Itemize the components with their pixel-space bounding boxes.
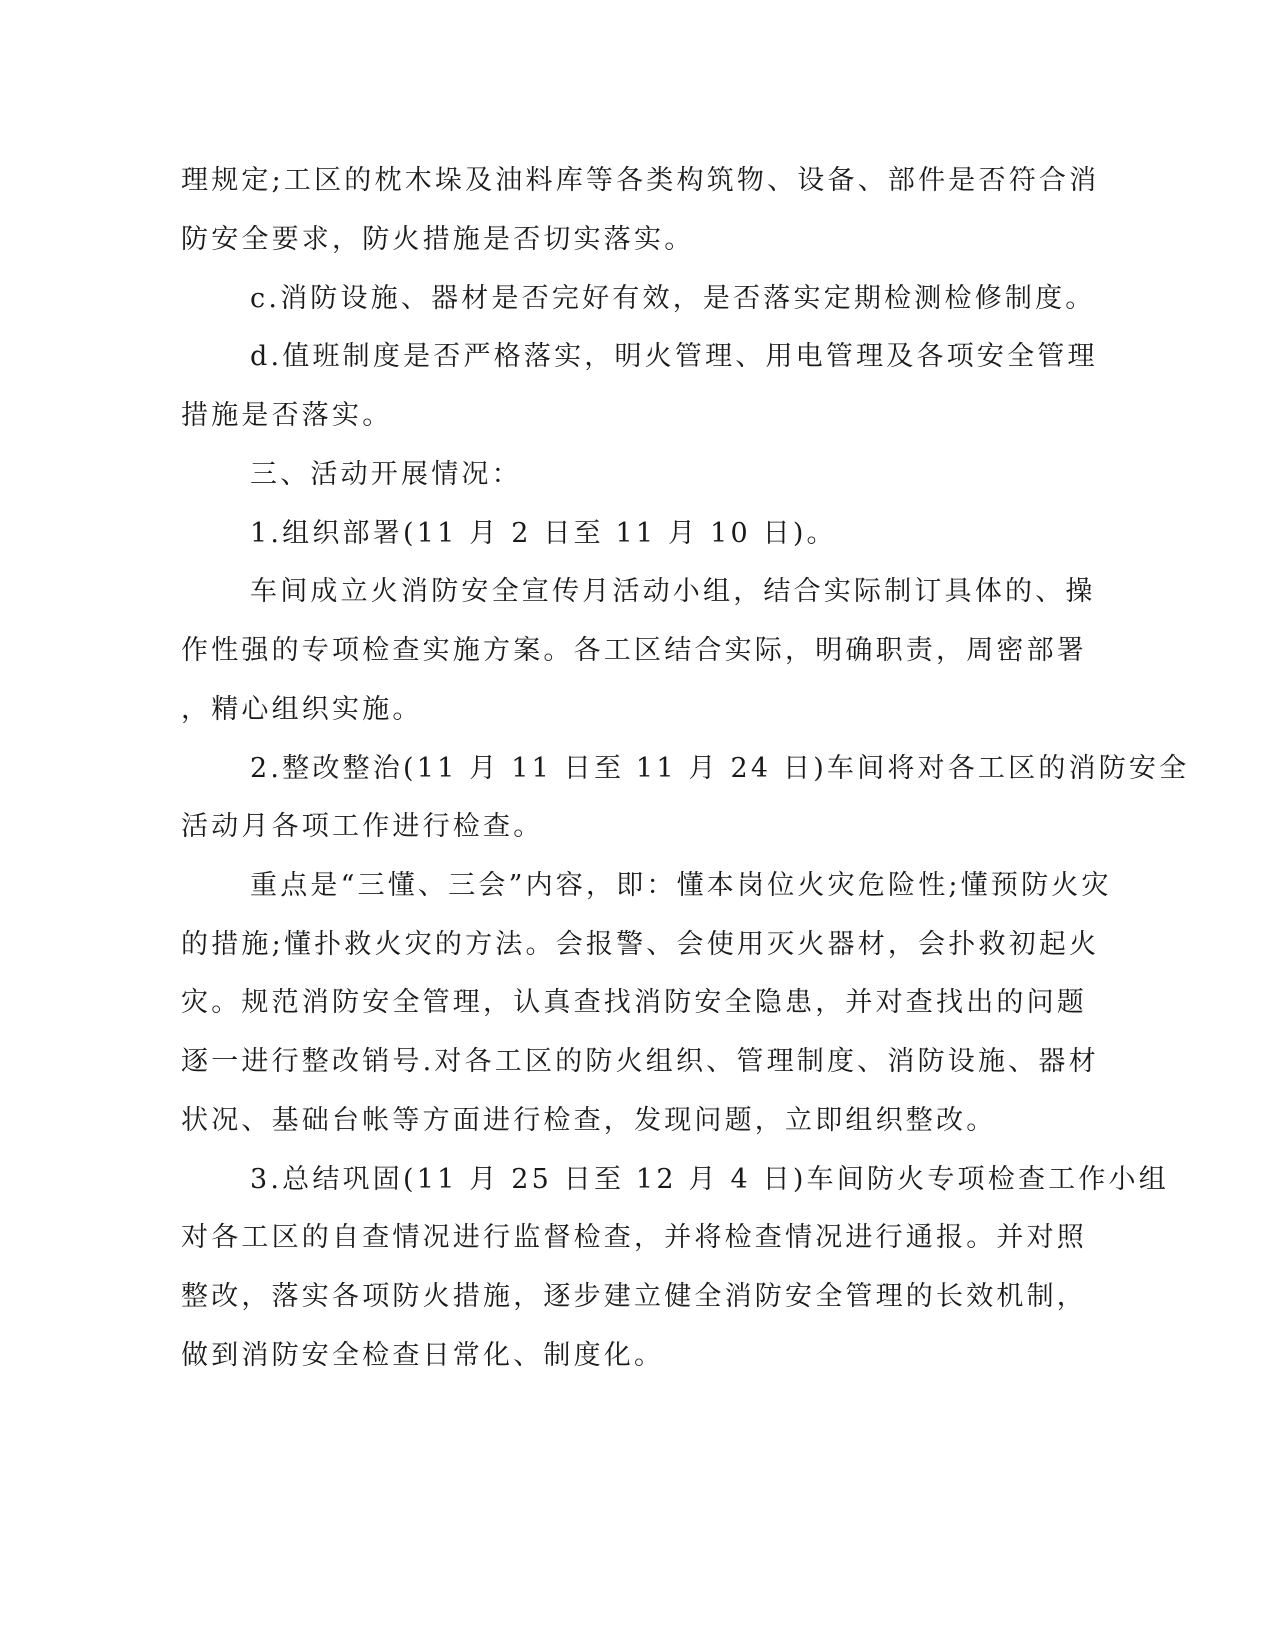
text-line: ，精心组织实施。	[181, 694, 423, 725]
text-line: 车间成立火消防安全宣传月活动小组，结合实际制订具体的、操	[250, 576, 1096, 607]
text-line: 作性强的专项检查实施方案。各工区结合实际，明确职责，周密部署	[181, 635, 1087, 666]
text-line: 的措施;懂扑救火灾的方法。会报警、会使用灭火器材，会扑救初起火	[181, 929, 1100, 960]
text-line: 措施是否落实。	[181, 400, 393, 431]
text-line: 灾。规范消防安全管理，认真查找消防安全隐患，并对查找出的问题	[181, 987, 1087, 1018]
text-line: 对各工区的自查情况进行监督检查，并将检查情况进行通报。并对照	[181, 1222, 1087, 1253]
text-line: 3.总结巩固(11 月 25 日至 12 月 4 日)车间防火专项检查工作小组	[250, 1164, 1169, 1195]
text-line: c.消防设施、器材是否完好有效，是否落实定期检测检修制度。	[250, 283, 1096, 314]
text-line: 防安全要求，防火措施是否切实落实。	[181, 224, 695, 255]
section-heading: 三、活动开展情况：	[250, 459, 522, 490]
text-line: 逐一进行整改销号.对各工区的防火组织、管理制度、消防设施、器材	[181, 1046, 1099, 1077]
text-line: 1.组织部署(11 月 2 日至 11 月 10 日)。	[250, 518, 837, 549]
text-line: 2.整改整治(11 月 11 日至 11 月 24 日)车间将对各工区的消防安全	[250, 753, 1190, 784]
text-line: d.值班制度是否严格落实，明火管理、用电管理及各项安全管理	[250, 341, 1098, 372]
text-line: 整改，落实各项防火措施，逐步建立健全消防安全管理的长效机制，	[181, 1281, 1087, 1312]
text-line: 做到消防安全检查日常化、制度化。	[181, 1340, 665, 1371]
text-line: 理规定;工区的枕木垛及油料库等各类构筑物、设备、部件是否符合消	[181, 165, 1100, 196]
text-line: 活动月各项工作进行检查。	[181, 811, 544, 842]
text-line: 状况、基础台帐等方面进行检查，发现问题，立即组织整改。	[181, 1105, 997, 1136]
text-line: 重点是“三懂、三会”内容，即：懂本岗位火灾危险性;懂预防火灾	[250, 870, 1112, 901]
